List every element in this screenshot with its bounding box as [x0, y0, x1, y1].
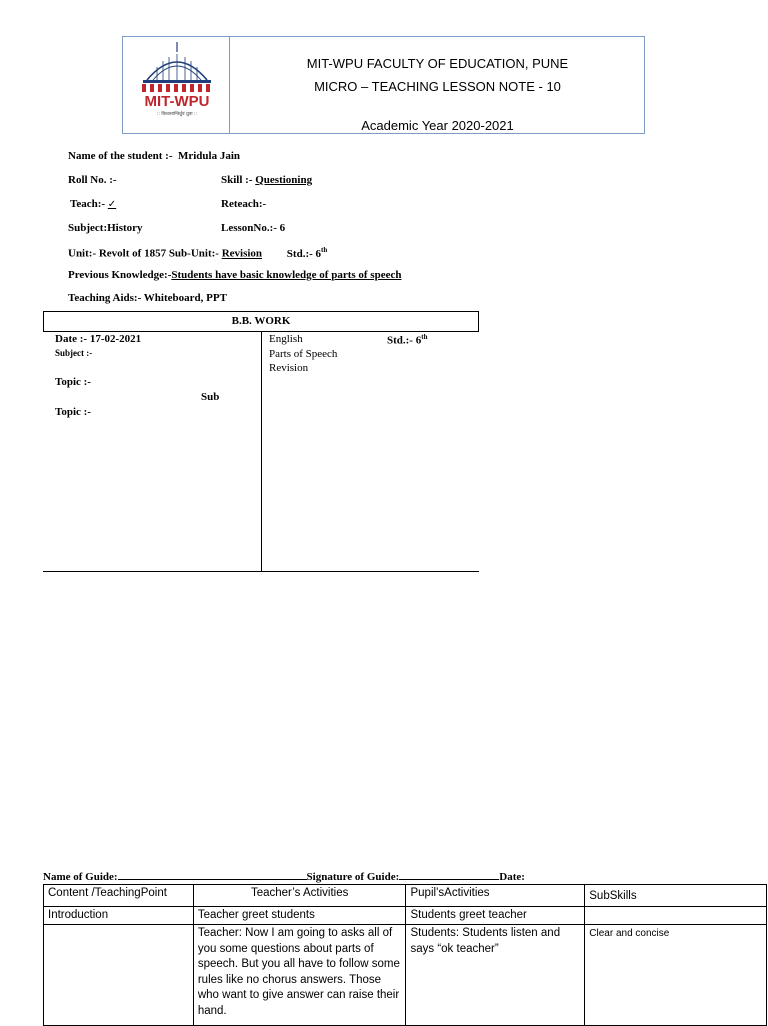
bb-right-revision: Revision	[269, 362, 309, 374]
bb-right-std-sup: th	[421, 333, 428, 341]
lesson-table	[43, 884, 767, 1026]
table-cell: Introduction	[44, 906, 194, 925]
bb-bottom-line	[43, 571, 479, 572]
guide-row	[43, 870, 525, 883]
previous-knowledge-row	[68, 269, 401, 281]
bb-subject: Subject :-	[55, 348, 93, 358]
bb-right-std-label: Std.:- 6	[387, 334, 422, 347]
guide-label: Name of Guide:	[43, 871, 118, 883]
unit-row	[68, 246, 327, 260]
header-content: Content /TeachingPoint	[44, 885, 194, 907]
bb-divider	[261, 332, 262, 572]
table-cell: Students: Students listen and says “ok teacher”	[406, 925, 585, 1026]
table-cell: Teacher: Now I am going to asks all of you some questions about parts of speech. But you all have to follow some rules like no chorus answers. Those who want to give answer can raise their hand.	[193, 925, 406, 1026]
bb-right-std	[387, 333, 427, 347]
bb-topic: Topic :-	[55, 376, 91, 388]
table-cell	[585, 906, 767, 925]
bb-subtopic: Topic :-	[55, 406, 91, 418]
skill-value: Questioning	[255, 174, 313, 186]
unit-label: Unit:- Revolt of 1857 Sub-Unit:-	[68, 247, 219, 260]
header-title-1: MIT-WPU FACULTY OF EDUCATION, PUNE	[306, 56, 569, 71]
table-row	[44, 925, 767, 1026]
teach-row	[70, 198, 116, 210]
table-row	[44, 906, 767, 925]
student-value: Mridula Jain	[177, 150, 241, 162]
teach-check-icon: ✓	[107, 199, 117, 210]
roll-label: Roll No. :-	[68, 174, 117, 186]
student-label: Name of the student :-	[68, 150, 173, 162]
table-cell: Teacher greet students	[193, 906, 406, 925]
skill-label: Skill :-	[221, 174, 253, 186]
header-subskills: SubSkills	[585, 885, 767, 907]
signature-blank	[399, 870, 499, 880]
student-name-row	[68, 150, 240, 162]
prev-value: Students have basic knowledge of parts of speech	[171, 269, 402, 281]
std-label: Std.:- 6	[286, 247, 322, 260]
bb-sub: Sub	[201, 391, 220, 403]
subunit-value: Revision	[221, 247, 263, 260]
signature-label: Signature of Guide:	[306, 871, 400, 883]
logo-text: MIT-WPU	[144, 93, 210, 110]
header-teacher: Teacher’s Activities	[193, 885, 406, 907]
bb-date: Date :- 17-02-2021	[55, 333, 142, 345]
bb-work-title: B.B. WORK	[43, 311, 479, 332]
lesson-label: LessonNo.:- 6	[221, 222, 286, 234]
table-cell: Clear and concise	[585, 925, 767, 1026]
std-sup: th	[321, 246, 328, 254]
bb-right-english: English	[269, 333, 303, 345]
table-cell	[44, 925, 194, 1026]
header-title-2: MICRO – TEACHING LESSON NOTE - 10	[314, 79, 561, 94]
bb-right-parts: Parts of Speech	[269, 348, 338, 360]
skill-row	[221, 174, 312, 186]
mit-wpu-logo	[128, 40, 226, 130]
header-pupil: Pupil’sActivities	[406, 885, 585, 907]
table-cell: Students greet teacher	[406, 906, 585, 925]
reteach-label: Reteach:-	[221, 198, 267, 210]
teaching-aids: Teaching Aids:- Whiteboard, PPT	[68, 292, 227, 304]
logo-tagline: :: विश्वशान्तिर्ध्रुवं ध्रुवा ::	[156, 112, 198, 117]
date-label: Date:	[499, 871, 525, 883]
teach-label: Teach:-	[70, 198, 106, 210]
subject-label: Subject:History	[68, 222, 143, 234]
academic-year: Academic Year 2020-2021	[361, 118, 514, 133]
prev-label: Previous Knowledge:-	[68, 269, 172, 281]
table-header-row	[44, 885, 767, 907]
guide-blank	[118, 870, 307, 880]
